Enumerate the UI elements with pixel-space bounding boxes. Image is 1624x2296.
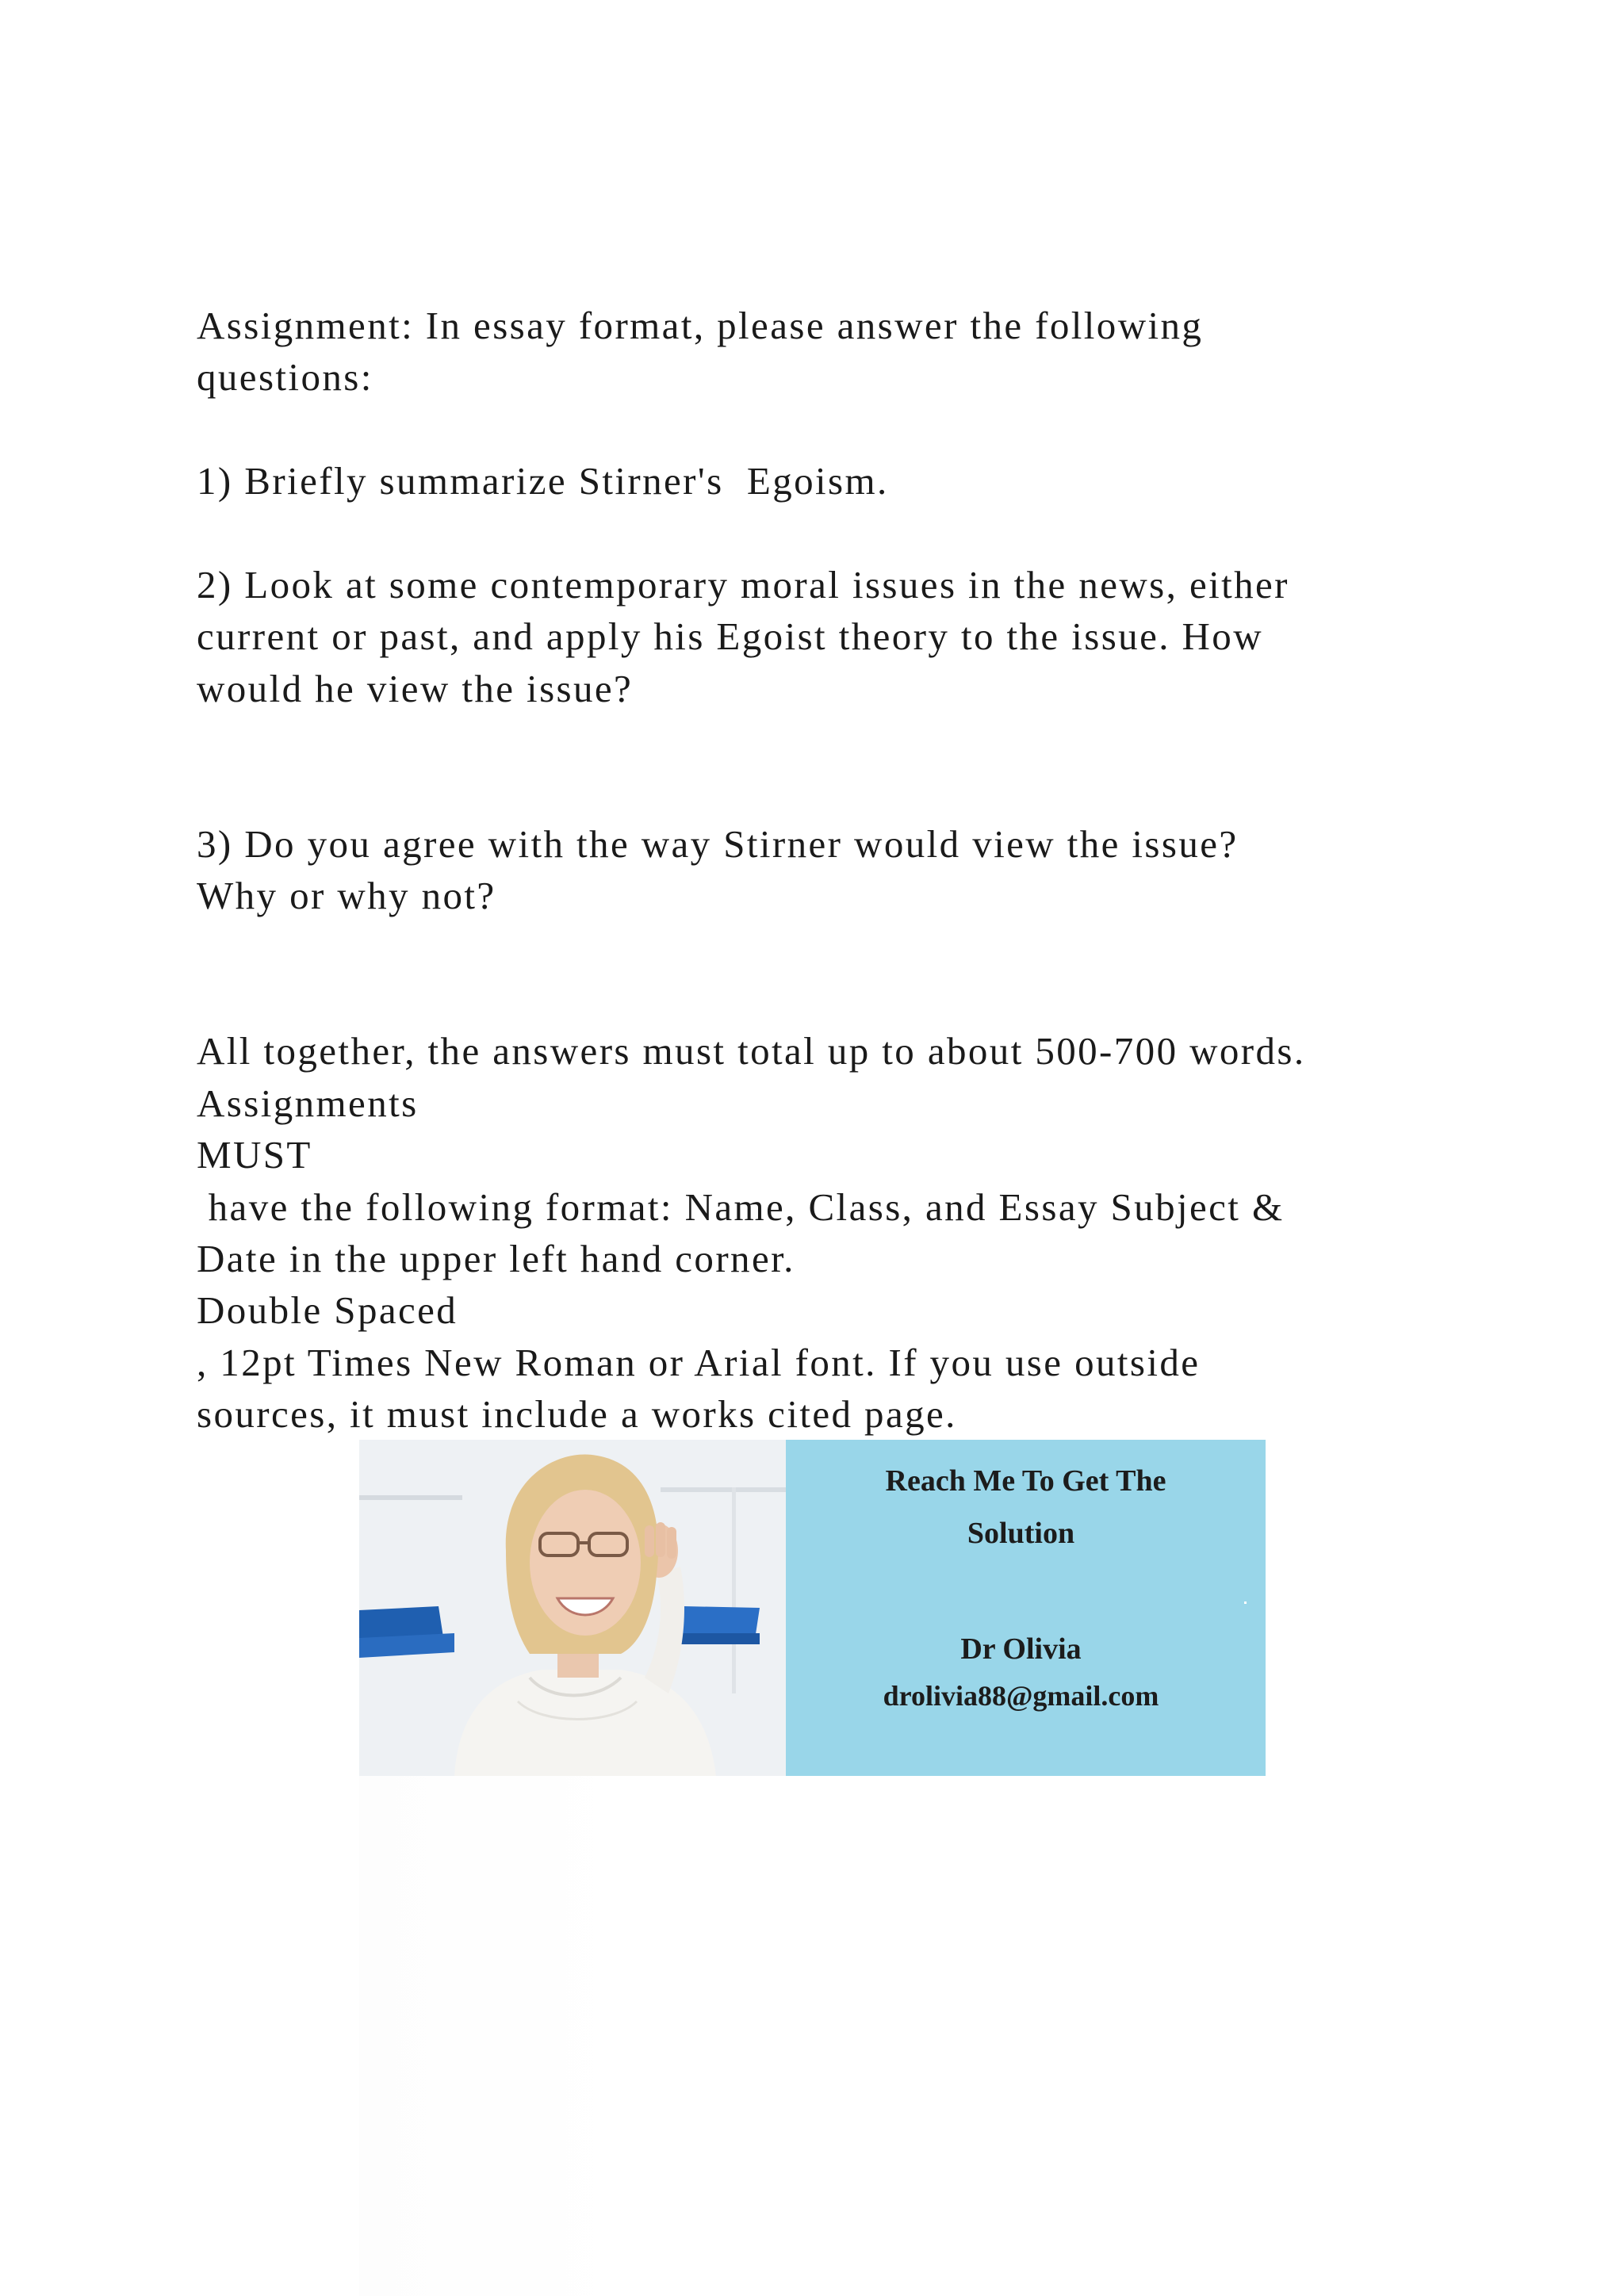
text-line: , 12pt Times New Roman or Arial font. If you use outside — [197, 1340, 1201, 1384]
text-line: Double Spaced — [197, 1288, 458, 1333]
assignment-text — [197, 300, 1561, 1441]
woman-photo — [359, 1440, 786, 1776]
blank-area — [359, 1776, 1266, 2296]
text-line: Assignment: In essay format, please answer the following — [197, 304, 1204, 347]
woman-illustration — [359, 1440, 786, 1776]
blank-line — [197, 922, 1561, 974]
text-line: questions: — [197, 355, 373, 400]
contact-info-panel — [786, 1440, 1266, 1776]
text-line: Date in the upper left hand corner. — [197, 1237, 795, 1281]
banner-subheadline: Solution — [967, 1517, 1075, 1550]
blank-line — [197, 507, 1561, 559]
question-1: 1) Briefly summarize Stirner's Egoism. — [197, 459, 889, 503]
question-3: 3) Do you agree with the way Stirner would view the issue? — [197, 821, 1239, 866]
word-count-requirement: All together, the answers must total up to about 500-700 words. — [197, 1029, 1306, 1073]
blank-line — [197, 974, 1561, 1025]
text-line: have the following format: Name, Class, and Essay Subject & — [197, 1184, 1285, 1229]
text-line: sources, it must include a works cited page. — [197, 1392, 957, 1437]
contact-email[interactable]: drolivia88@gmail.com — [883, 1680, 1159, 1712]
text-line: Assignments — [197, 1081, 419, 1125]
blank-line — [197, 714, 1561, 766]
decorative-dot — [1244, 1601, 1247, 1604]
text-line: Why or why not? — [197, 874, 496, 918]
question-2: 2) Look at some contemporary moral issues in the news, either — [197, 562, 1289, 607]
contact-banner — [359, 1440, 1266, 1776]
blank-line — [197, 767, 1561, 818]
contact-name: Dr Olivia — [960, 1632, 1082, 1666]
banner-headline: Reach Me To Get The — [885, 1464, 1166, 1498]
text-line: would he view the issue? — [197, 666, 634, 710]
blank-line — [197, 404, 1561, 455]
text-line: current or past, and apply his Egoist theory to the issue. How — [197, 614, 1263, 659]
text-line: MUST — [197, 1133, 312, 1177]
